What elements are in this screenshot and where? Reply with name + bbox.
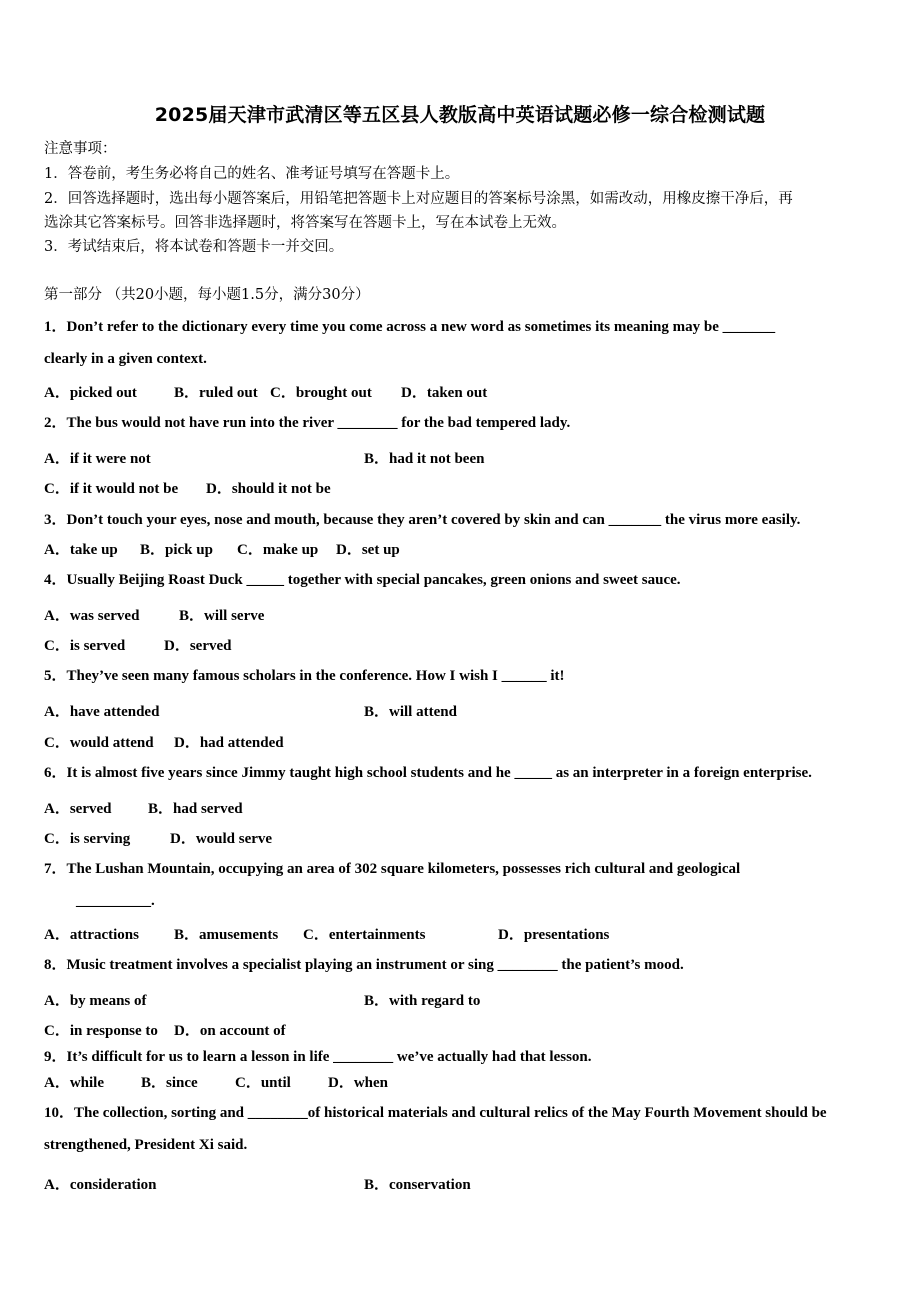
page-title: 2025届天津市武清区等五区县人教版高中英语试题必修一综合检测试题 — [154, 104, 766, 126]
option-d[interactable]: D．presentations — [498, 927, 610, 943]
question-text: clearly in a given context. — [44, 351, 207, 367]
question-text: 1．Don’t refer to the dictionary every time you come across a new word as sometimes its meaning may be _______ — [44, 319, 776, 335]
notice-item: 1．答卷前，考生务必将自己的姓名、准考证号填写在答题卡上。 — [44, 166, 460, 182]
question-text: strengthened, President Xi said. — [44, 1137, 248, 1153]
option-b[interactable]: B．amusements — [174, 927, 279, 943]
option-b[interactable]: B．with regard to — [364, 993, 481, 1009]
option-a[interactable]: A．attractions — [44, 927, 139, 943]
question-text: 7．The Lushan Mountain, occupying an area of 302 square kilometers, possesses rich cultural and geological — [44, 861, 741, 877]
option-a[interactable]: A．take up — [44, 542, 118, 558]
option-c[interactable]: C．if it would not be — [44, 481, 179, 497]
option-a[interactable]: A．picked out — [44, 385, 137, 401]
option-a[interactable]: A．served — [44, 801, 112, 817]
option-c[interactable]: C．is served — [44, 638, 126, 654]
section-heading: 第一部分 （共20小题，每小题1.5分，满分30分） — [44, 287, 370, 303]
option-c[interactable]: C．brought out — [270, 385, 372, 401]
option-b[interactable]: B．since — [141, 1075, 198, 1091]
option-a[interactable]: A．by means of — [44, 993, 147, 1009]
option-d[interactable]: D．should it not be — [206, 481, 331, 497]
option-a[interactable]: A．have attended — [44, 704, 160, 720]
option-b[interactable]: B．will serve — [179, 608, 265, 624]
option-b[interactable]: B．ruled out — [174, 385, 258, 401]
option-d[interactable]: D．would serve — [170, 831, 273, 847]
option-a[interactable]: A．consideration — [44, 1177, 157, 1193]
question-text: 10．The collection, sorting and ________of historical materials and cultural relics of the May Fourth Movement should be — [44, 1105, 827, 1121]
option-b[interactable]: B．had served — [148, 801, 243, 817]
option-d[interactable]: D．when — [328, 1075, 389, 1091]
question-text: 9．It’s difficult for us to learn a lesson in life ________ we’ve actually had that lesson. — [44, 1049, 592, 1065]
option-b[interactable]: B．pick up — [140, 542, 213, 558]
notice-heading: 注意事项： — [44, 141, 117, 157]
question-text: 5．They’ve seen many famous scholars in the conference. How I wish I ______ it! — [44, 668, 565, 684]
option-d[interactable]: D．set up — [336, 542, 400, 558]
option-c[interactable]: C．entertainments — [303, 927, 426, 943]
option-a[interactable]: A．if it were not — [44, 451, 151, 467]
question-text: 8．Music treatment involves a specialist playing an instrument or sing ________ the patient’s mood. — [44, 957, 684, 973]
option-a[interactable]: A．was served — [44, 608, 140, 624]
option-c[interactable]: C．would attend — [44, 735, 154, 751]
option-c[interactable]: C．is serving — [44, 831, 131, 847]
question-text: 6．It is almost five years since Jimmy taught high school students and he _____ as an interpreter in a foreign enterprise. — [44, 765, 812, 781]
option-c[interactable]: C．make up — [237, 542, 319, 558]
option-b[interactable]: B．conservation — [364, 1177, 471, 1193]
option-c[interactable]: C．in response to — [44, 1023, 158, 1039]
option-b[interactable]: B．had it not been — [364, 451, 485, 467]
option-c[interactable]: C．until — [235, 1075, 291, 1091]
option-b[interactable]: B．will attend — [364, 704, 457, 720]
option-a[interactable]: A．while — [44, 1075, 105, 1091]
option-d[interactable]: D．served — [164, 638, 232, 654]
notice-item: 3．考试结束后，将本试卷和答题卡一并交回。 — [44, 239, 344, 255]
option-d[interactable]: D．had attended — [174, 735, 284, 751]
question-text: __________. — [76, 893, 155, 909]
notice-item: 2．回答选择题时，选出每小题答案后，用铅笔把答题卡上对应题目的答案标号涂黑，如需改动，用橡皮擦干净后，再 — [44, 191, 793, 207]
option-d[interactable]: D．taken out — [401, 385, 488, 401]
question-text: 4．Usually Beijing Roast Duck _____ together with special pancakes, green onions and sweet sauce. — [44, 572, 681, 588]
question-text: 2．The bus would not have run into the river ________ for the bad tempered lady. — [44, 415, 571, 431]
option-d[interactable]: D．on account of — [174, 1023, 286, 1039]
question-text: 3．Don’t touch your eyes, nose and mouth, because they aren’t covered by skin and can _______ the virus more easily. — [44, 512, 801, 528]
notice-item: 选涂其它答案标号。回答非选择题时，将答案写在答题卡上，写在本试卷上无效。 — [44, 215, 566, 231]
